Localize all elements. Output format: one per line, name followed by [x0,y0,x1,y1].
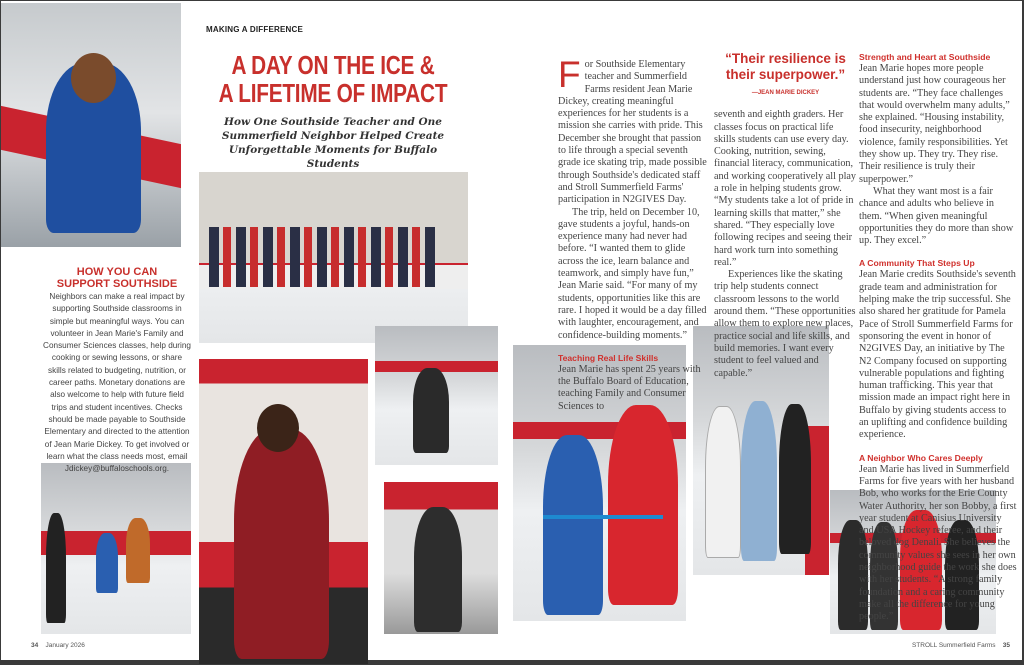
article-column-2 [714,51,857,380]
article-title [181,51,485,107]
issue-date: January 2026 [45,642,85,649]
paragraph: seventh and eighth graders. Her classes focus on practical life skills students can use every day. Cooking, nutrition, sewing, financial literacy, communication, and working cooperatively all play a role in helping students grow. “My students take a lot of pride in learning skills that matter,” she shared. “They especially love following recipes and seeing their hard work turn into something real.” [714,109,857,268]
sidebar-heading-line-1: HOW YOU CAN [76,266,158,278]
article-subtitle: How One Southside Teacher and One Summerfield Neighbor Helped Create Unforgettable Moments for Buffalo Students [221,116,445,170]
title-line-1: A DAY ON THE ICE & [231,50,435,80]
photo-group-with-santa [199,172,468,343]
section-kicker: MAKING A DIFFERENCE [206,25,303,34]
page-number-left: 34 [31,642,39,649]
magazine-spread [1,1,1022,660]
sidebar [43,266,191,475]
photo-student-red-jacket [199,359,368,664]
subhead: A Community That Steps Up [859,258,975,269]
paragraph: or Southside Elementary teacher and Summerfield Farms resident Jean Marie Dickey, creating meaningful experiences for her students is a mission she carries with pride. This December she brought that passion to life through a special seventh grade ice skating trip, made possible through Southside's dedicated staff and Stroll Summerfield Farms' participation in N2GIVES Day. [558,59,707,206]
pull-quote-attribution: —JEAN MARIE DICKEY [751,90,820,96]
photo-skaters-on-rink [41,463,191,634]
paragraph: Experiences like the skating trip help students connect classroom lessons to the world around them. “These opportunities allow them to explore new places, practice social and life skills, and build memories. I want every student to feel valued and capable.” [714,269,856,379]
title-line-2: A LIFETIME OF IMPACT [218,78,448,108]
drop-cap: F [558,54,581,95]
publication-name: STROLL Summerfield Farms [911,642,996,649]
article-column-1 [558,54,708,413]
page-number-right: 35 [1002,642,1010,649]
paragraph: Jean Marie has lived in Summerfield Farms for five years with her husband Bob, who works for the Erie County Water Authority, her son Bobby, a first year student at Canisius University and USA Hockey referee, and their beloved dog Denali. She believes the community values she sees in her own neighborhood guide the work she does with her students. “A strong family foundation and a caring community make all the difference for young people.” [859,463,1017,623]
headline-block [181,51,485,171]
left-footer [31,642,85,649]
sidebar-heading-line-2: SUPPORT SOUTHSIDE [56,278,178,290]
article-column-3 [859,51,1017,623]
paragraph: Jean Marie has spent 25 years with the Buffalo Board of Education, teaching Family and Consumer Sciences to [558,363,701,412]
photo-student-with-snack [384,482,498,634]
paragraph: The trip, held on December 10, gave students a joyful, hands-on experience many had never had before. “I wanted them to glide across the ice, learn balance and teamwork, and simply have fun,” Jean Marie said. “For many of my students, opportunities like this are rare. I hoped it would be a day filled with laughter, encouragement, and confidence-building moments.” [558,206,707,341]
subhead: A Neighbor Who Cares Deeply [859,452,983,463]
paragraph: What they want most is a fair chance and adults who believe in them. “When given meaningful opportunities they do more than show up. They excel.” [859,185,1014,247]
photo-skater-black-hoodie [375,326,498,465]
right-footer [912,642,1010,649]
photo-student-blue-jacket [1,3,181,247]
pull-quote: “Their resilience is their superpower.” [725,51,846,82]
subhead: Strength and Heart at Southside [859,52,991,62]
paragraph: Jean Marie hopes more people understand just how courageous her students are. “They face challenges that would overwhelm many adults,” she explained. “Housing instability, food insecurity, neighborhood violence, family responsibilities. Yet they show up. They try. They rise. Their resilience is truly their superpower.” [859,63,1010,185]
paragraph: Jean Marie credits Southside's seventh grade team and administration for helping make the trip successful. She also shared her gratitude for Pamela Pace of Stroll Summerfield Farms for sponsoring the event in honor of N2GIVES Day, an initiative by The N2 Company focused on supporting vulnerable populations and fighting human trafficking. This year that mission made an impact right here in Buffalo by giving students access to an uplifting and confidence building experience. [859,269,1016,441]
sidebar-body: Neighbors can make a real impact by supporting Southside classrooms in simple but meaningful ways. You can volunteer in Jean Marie's Family and Consumer Sciences classes, help during cooking or sewing lessons, or share skills related to budgeting, nutrition, or career paths. Monetary donations are also welcome to help with future field trips and student incentives. Checks should be made payable to Southside Elementary and directed to the attention of Jean Marie Dickey. To get involved or learn what the class needs most, email Jdickey@buffaloschools.org. [43,292,191,474]
sidebar-heading [43,266,191,290]
subhead: Teaching Real Life Skills [558,352,659,363]
